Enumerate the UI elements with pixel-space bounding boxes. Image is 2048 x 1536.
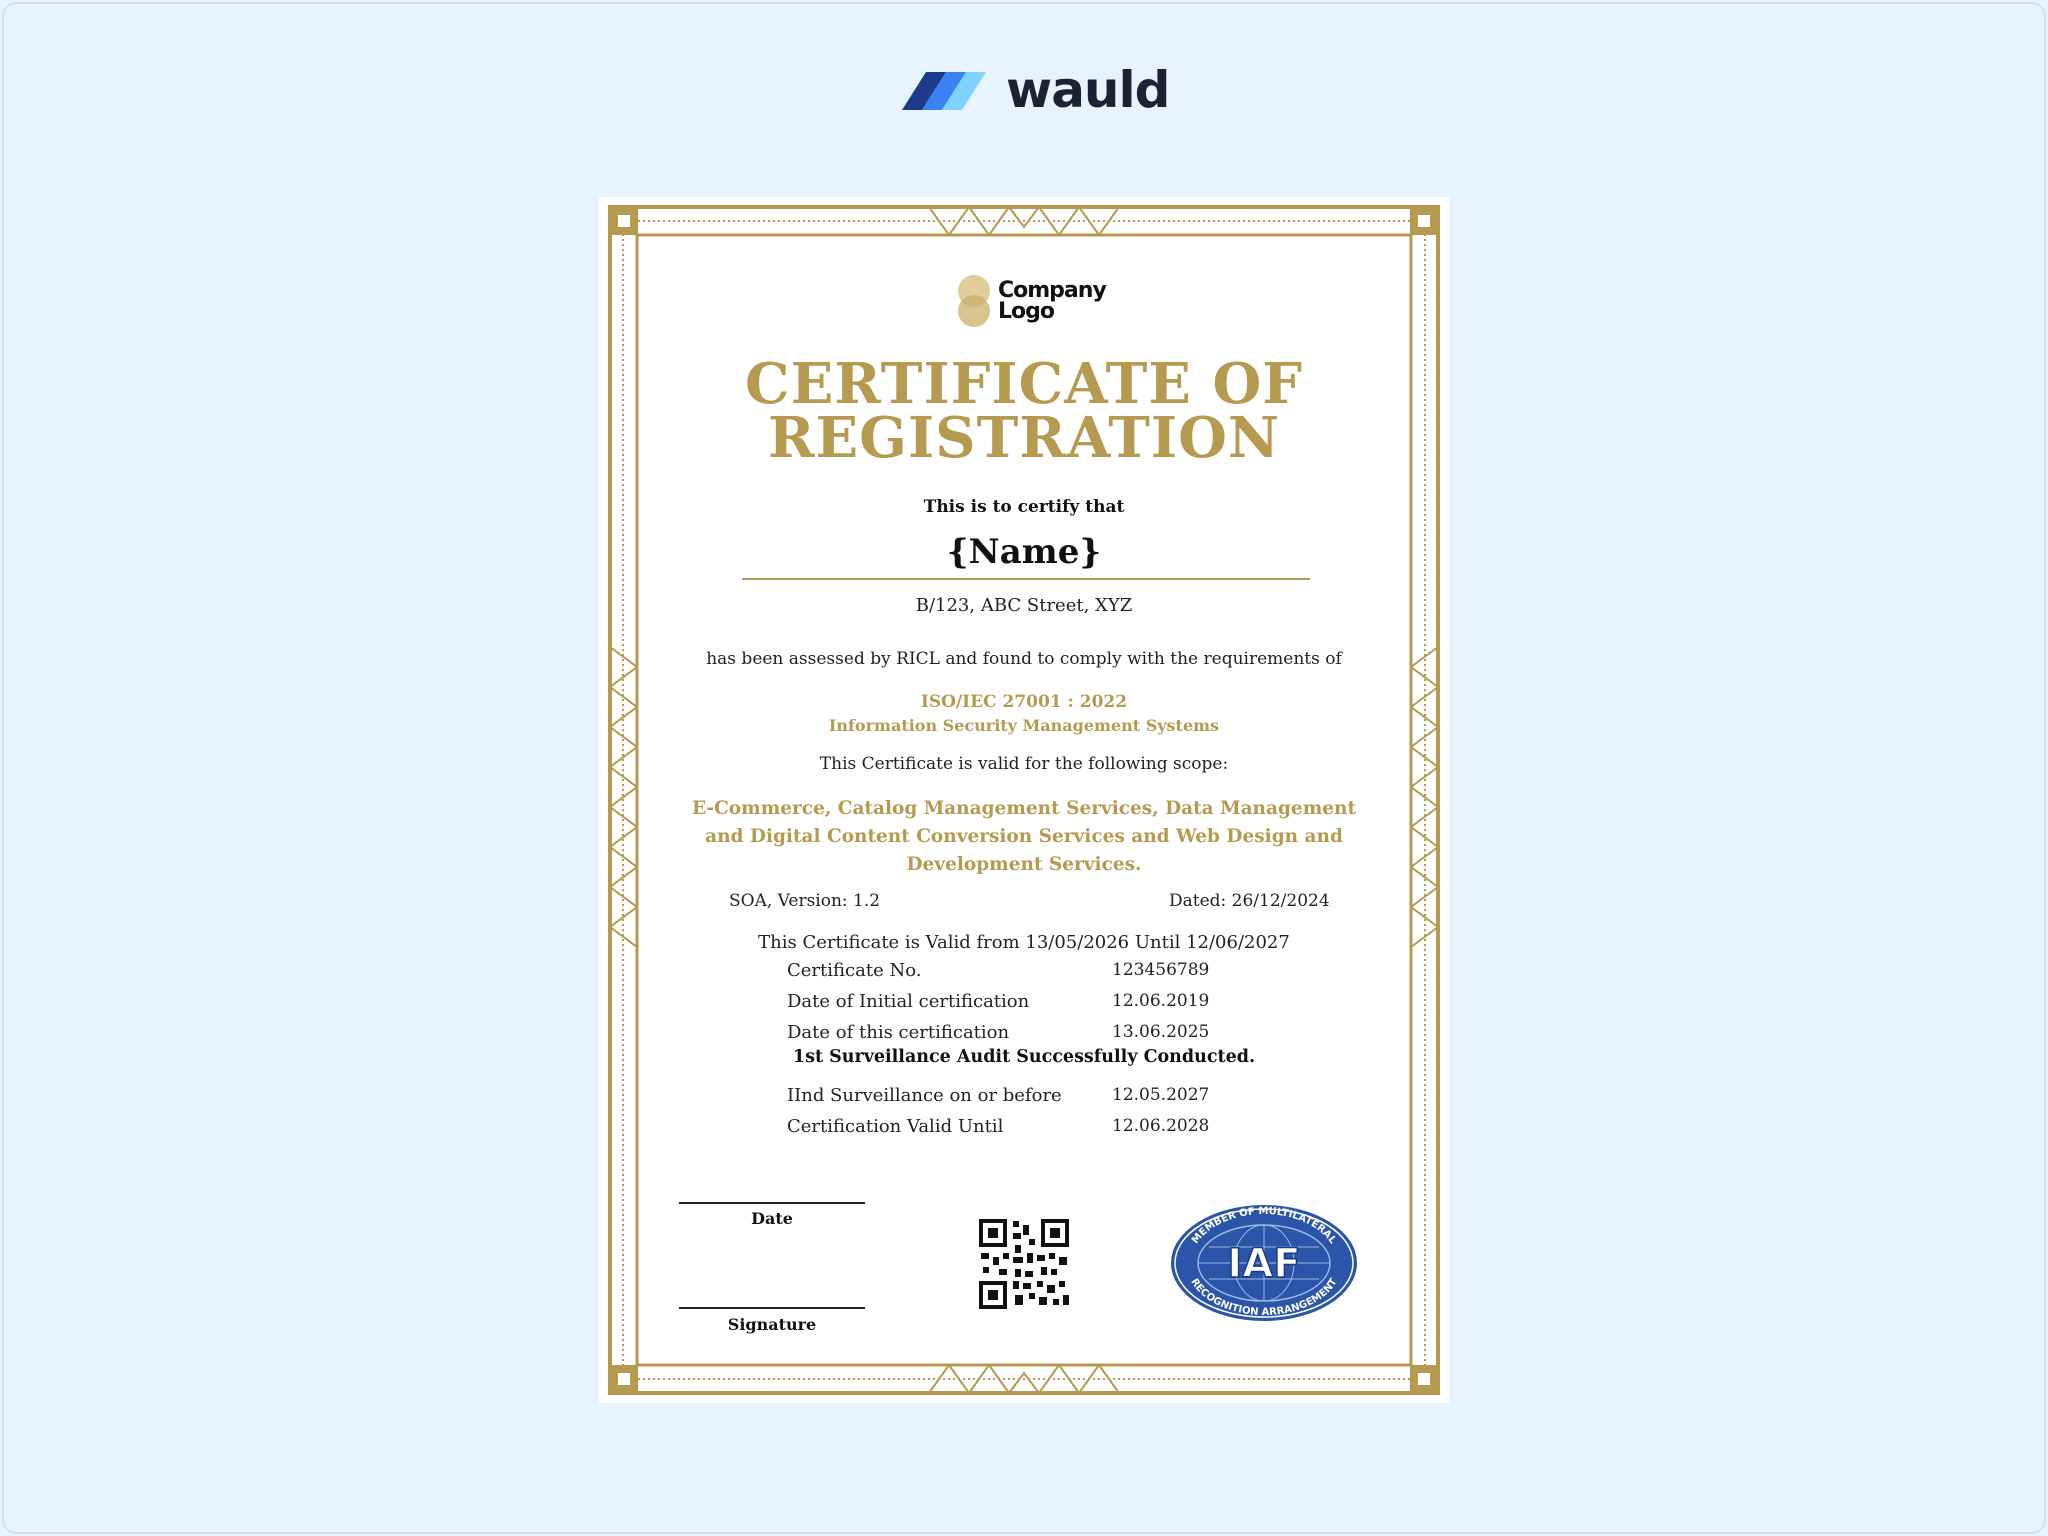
iaf-badge	[1169, 1203, 1359, 1323]
detail-value: 12.06.2028	[1112, 1116, 1210, 1136]
iaf-abbr: IAF	[1227, 1241, 1301, 1287]
detail-value: 12.05.2027	[1112, 1085, 1210, 1105]
wauld-logo-icon	[888, 66, 994, 114]
detail-value: 13.06.2025	[1112, 1022, 1210, 1042]
detail-label: Certification Valid Until	[787, 1116, 1004, 1137]
qr-code	[979, 1219, 1069, 1309]
certify-text: This is to certify that	[923, 497, 1125, 517]
date-label: Date	[751, 1209, 793, 1228]
company-logo-text: Company Logo	[998, 278, 1106, 324]
company-logo	[956, 273, 1106, 329]
dated: Dated: 26/12/2024	[1169, 891, 1330, 911]
detail-value: 123456789	[1112, 960, 1210, 980]
standard-code: ISO/IEC 27001 : 2022	[920, 692, 1128, 712]
wauld-logo	[888, 60, 1169, 120]
detail-value: 12.06.2019	[1112, 991, 1210, 1011]
scope-text: E-Commerce, Catalog Management Services, Data Management and Digital Content Conversion Services and Web Design and Development Services.	[691, 798, 1357, 875]
standard-name: Information Security Management Systems	[828, 716, 1220, 735]
brand-name: wauld	[1006, 61, 1170, 119]
certificate-document	[599, 197, 1449, 1403]
iaf-ring-bottom: RECOGNITION ARRANGEMENT	[1188, 1276, 1340, 1319]
detail-label: Date of this certification	[787, 1022, 1010, 1043]
surveillance-note: 1st Surveillance Audit Successfully Conducted.	[792, 1047, 1256, 1067]
date-line	[679, 1202, 865, 1204]
soa-version: SOA, Version: 1.2	[729, 891, 881, 911]
certificate-title: CERTIFICATE OF REGISTRATION	[745, 351, 1303, 471]
detail-label: Date of Initial certification	[787, 991, 1030, 1012]
detail-label: IInd Surveillance on or before	[787, 1085, 1062, 1106]
validity-statement: This Certificate is Valid from 13/05/2026 Until 12/06/2027	[758, 932, 1290, 953]
name-underline	[742, 578, 1310, 580]
scope-label: This Certificate is valid for the following scope:	[819, 754, 1229, 774]
signature-label: Signature	[727, 1315, 817, 1334]
assessment-statement: has been assessed by RICL and found to comply with the requirements of	[706, 649, 1342, 669]
detail-label: Certificate No.	[787, 960, 922, 981]
signature-line	[679, 1307, 865, 1309]
recipient-address: B/123, ABC Street, XYZ	[915, 595, 1133, 616]
recipient-name: {Name}	[946, 532, 1102, 572]
company-logo-icon	[956, 273, 992, 329]
iaf-ring-top: MEMBER OF MULTILATERAL	[1190, 1205, 1339, 1246]
